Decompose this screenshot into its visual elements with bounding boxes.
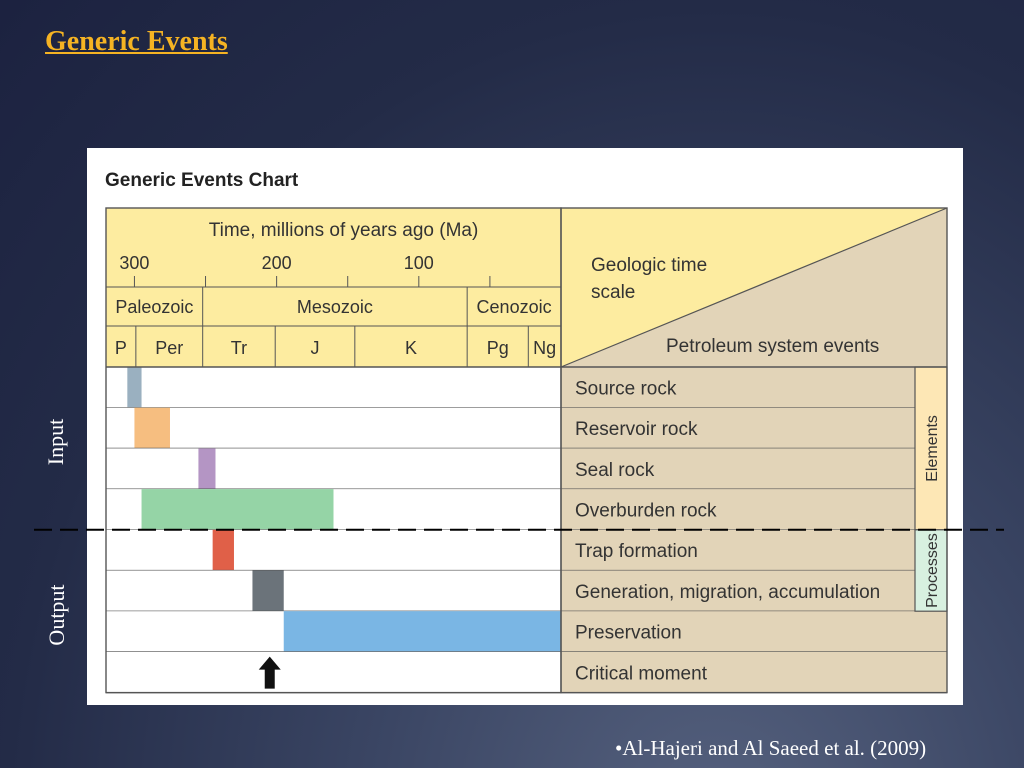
- event-label: Overburden rock: [575, 500, 717, 522]
- period-label: P: [114, 338, 127, 358]
- event-row-bg: [106, 530, 561, 571]
- era-label: Paleozoic: [115, 297, 194, 317]
- event-row-bg: [106, 652, 561, 693]
- time-axis-label: Time, millions of years ago (Ma): [208, 220, 479, 241]
- event-label: Reservoir rock: [575, 419, 698, 441]
- chart-title: Generic Events Chart: [105, 170, 299, 191]
- citation: •Al-Hajeri and Al Saeed et al. (2009): [615, 736, 927, 760]
- event-row-bg: [106, 571, 561, 612]
- slide-title: Generic Events: [45, 26, 228, 57]
- output-label: Output: [44, 584, 69, 646]
- geologic-time-scale-label: Geologic time: [591, 255, 708, 276]
- event-row-bg: [106, 408, 561, 449]
- event-label: Critical moment: [575, 663, 707, 685]
- period-label: J: [310, 338, 320, 358]
- era-label: Mesozoic: [296, 297, 373, 317]
- event-label: Generation, migration, accumulation: [575, 581, 881, 603]
- event-row-bg: [106, 367, 561, 408]
- event-label: Preservation: [575, 622, 682, 644]
- time-tick-label: 100: [403, 253, 434, 273]
- period-label: Pg: [486, 338, 509, 358]
- event-bar: [252, 571, 283, 612]
- event-label: Seal rock: [575, 459, 655, 481]
- time-tick-label: 300: [119, 253, 150, 273]
- period-label: Per: [155, 338, 184, 358]
- event-bar: [213, 530, 234, 571]
- era-label: Cenozoic: [476, 297, 552, 317]
- period-label: Ng: [533, 338, 557, 358]
- input-label: Input: [43, 418, 68, 466]
- petroleum-system-events-label: Petroleum system events: [666, 336, 880, 357]
- period-label: K: [404, 338, 417, 358]
- group-label: Processes: [924, 533, 941, 608]
- event-bar: [127, 367, 141, 408]
- event-bar: [134, 408, 170, 449]
- period-label: Tr: [230, 338, 248, 358]
- event-bar: [142, 489, 334, 530]
- geologic-time-scale-label-line2: scale: [591, 282, 636, 303]
- group-label: Elements: [924, 415, 941, 482]
- event-bar: [284, 611, 561, 652]
- event-bar: [198, 448, 215, 489]
- event-row-bg: [106, 448, 561, 489]
- event-label: Trap formation: [575, 541, 698, 563]
- event-label: Source rock: [575, 378, 677, 400]
- time-tick-label: 200: [261, 253, 292, 273]
